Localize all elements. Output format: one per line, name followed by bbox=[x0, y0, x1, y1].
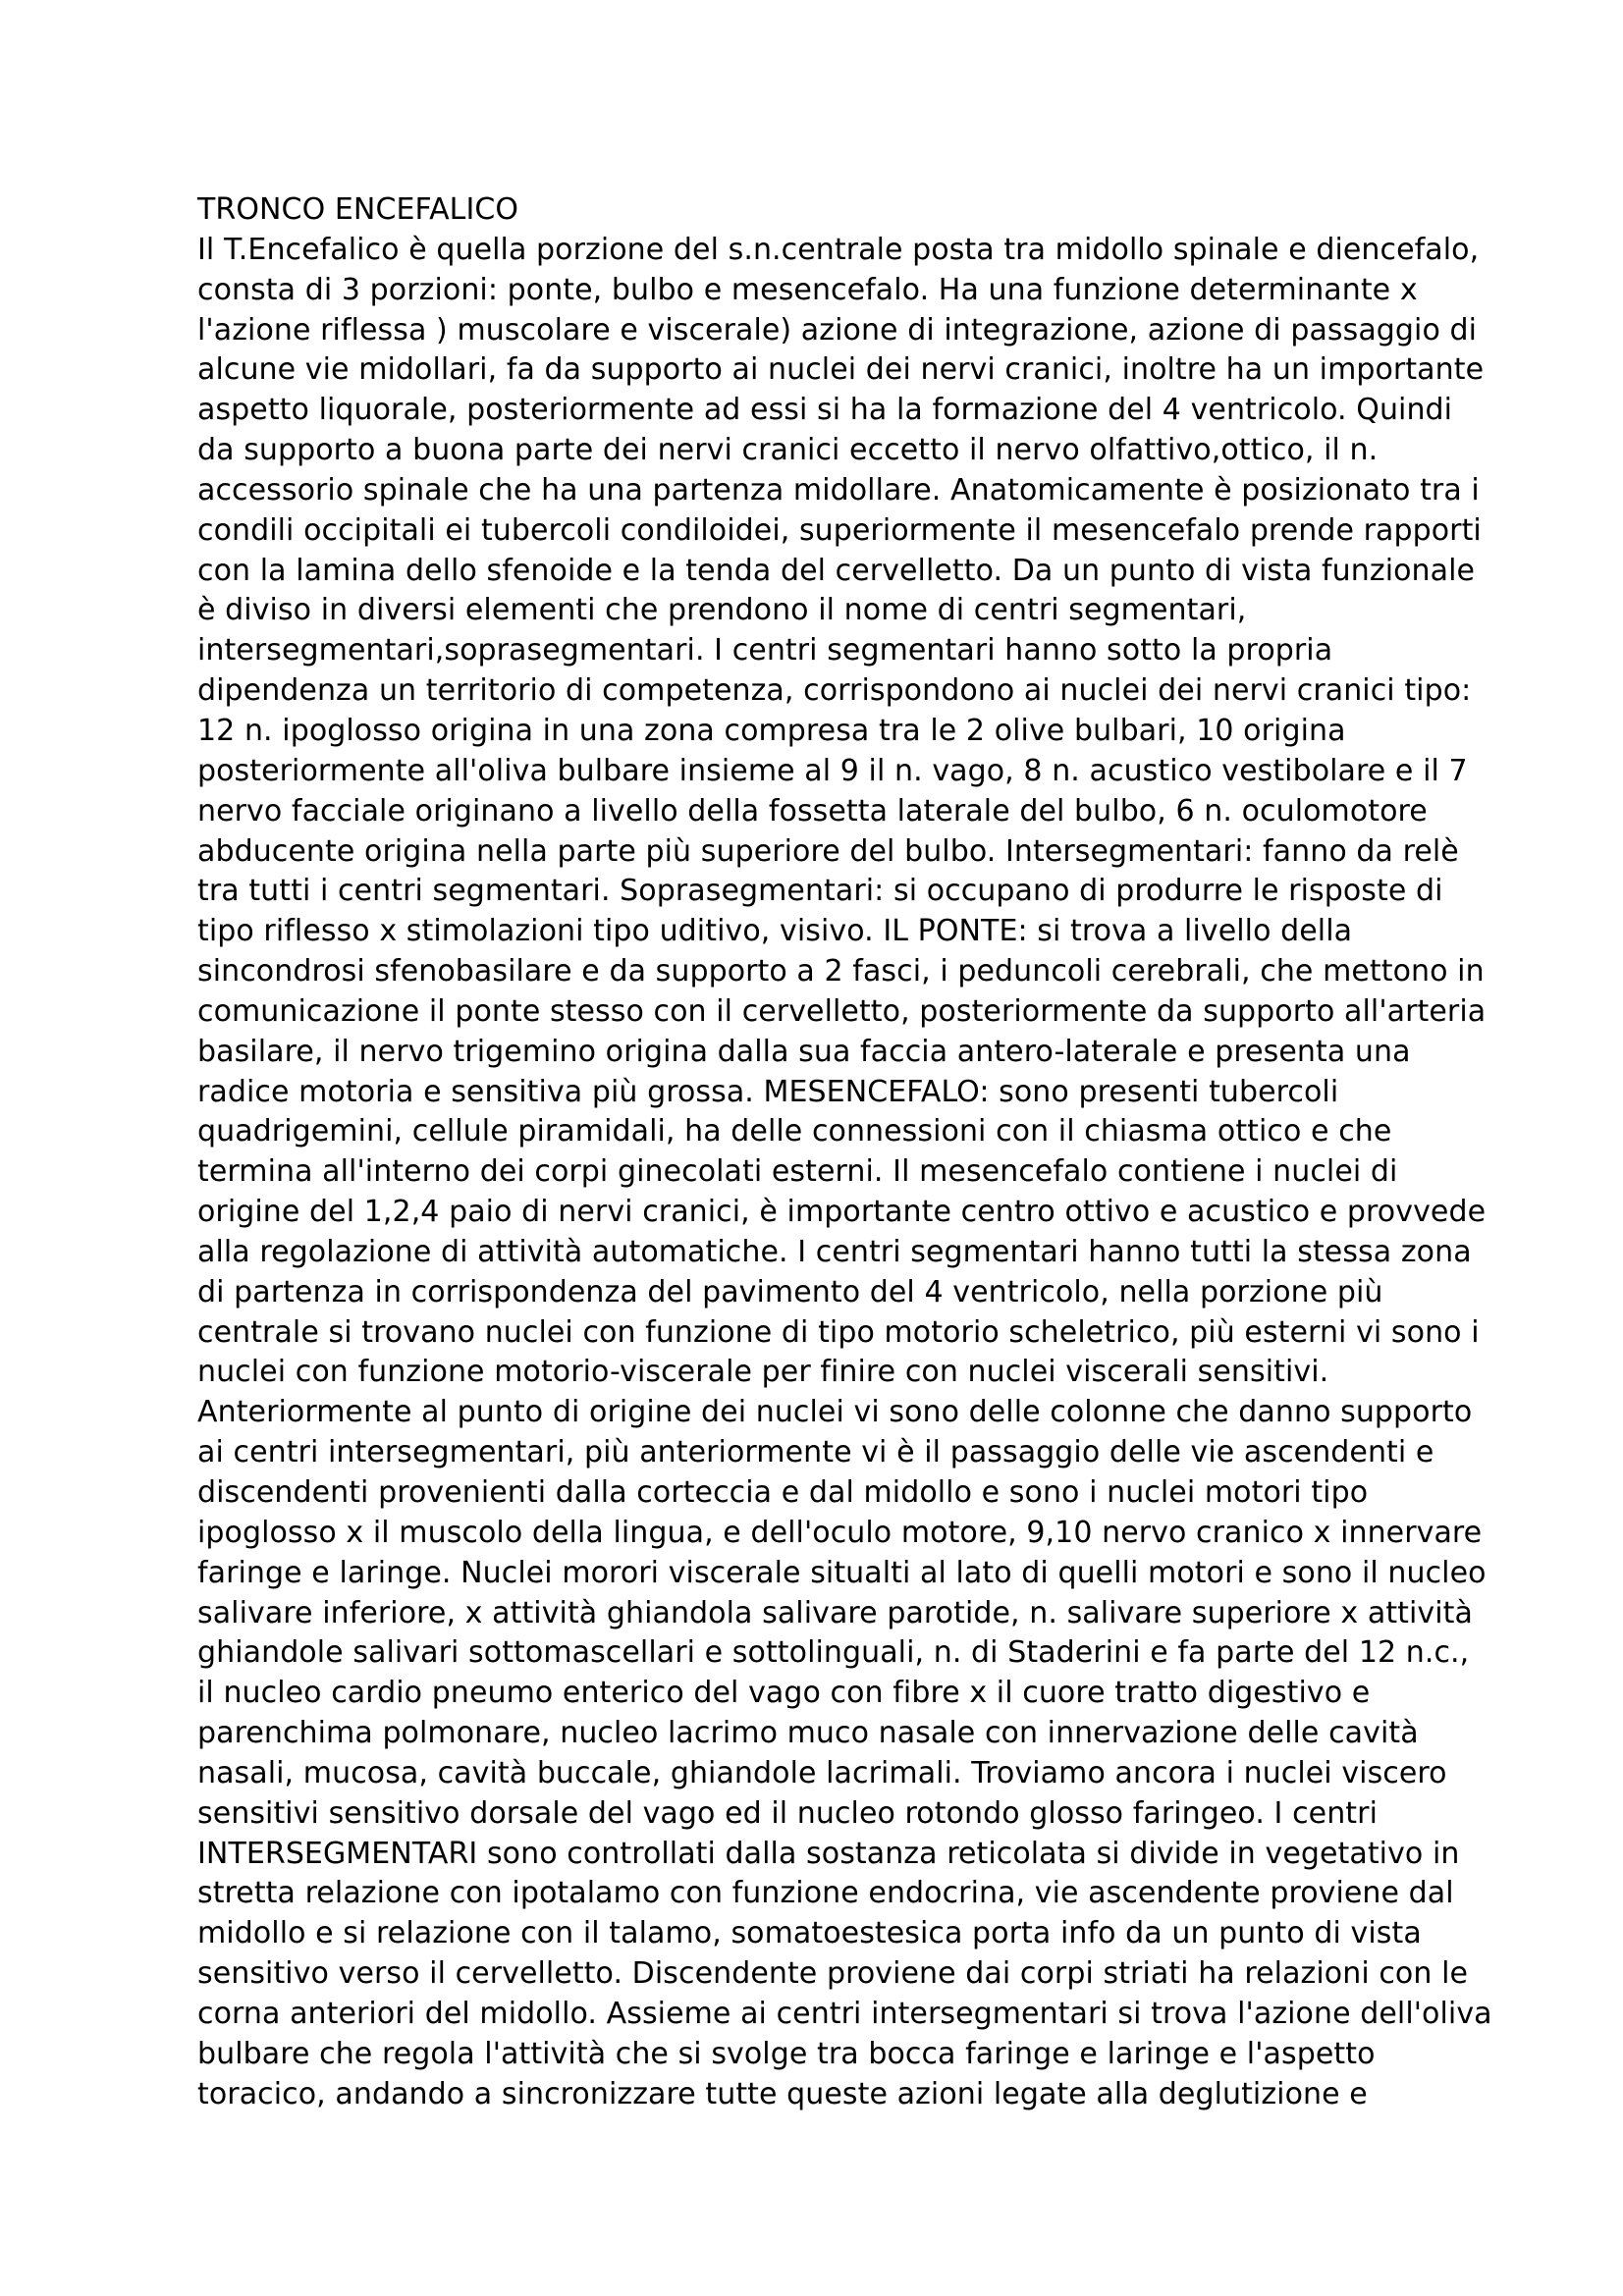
body-text-line: di partenza in corrispondenza del pavimento del 4 ventricolo, nella porzione più bbox=[197, 1274, 1383, 1309]
body-text-line: nervo facciale originano a livello della fossetta laterale del bulbo, 6 n. oculomotore bbox=[197, 793, 1428, 828]
body-text-line: tra tutti i centri segmentari. Soprasegmentari: si occupano di produrre le risposte di bbox=[197, 874, 1443, 909]
body-text-line: radice motoria e sensitiva più grossa. MESENCEFALO: sono presenti tubercoli bbox=[197, 1074, 1339, 1109]
body-text-line: basilare, il nervo trigemino origina dalla sua faccia antero-laterale e presenta una bbox=[197, 1034, 1411, 1069]
body-text-line: faringe e laringe. Nuclei morori viscerale situalti al lato di quelli motori e sono il nucleo bbox=[197, 1555, 1487, 1590]
body-text-line: da supporto a buona parte dei nervi cranici eccetto il nervo olfattivo,ottico, il n. bbox=[197, 433, 1379, 468]
body-text-line: Il T.Encefalico è quella porzione del s.n.centrale posta tra midollo spinale e diencefalo, bbox=[197, 232, 1480, 267]
body-text-line: midollo e si relazione con il talamo, somatoestesica porta info da un punto di vista bbox=[197, 1916, 1422, 1951]
body-text-line: intersegmentari,soprasegmentari. I centri segmentari hanno sotto la propria bbox=[197, 633, 1333, 668]
body-text-line: ghiandole salivari sottomascellari e sottolinguali, n. di Staderini e fa parte del 12 n.c., bbox=[197, 1635, 1470, 1671]
body-text-line: l'azione riflessa ) muscolare e viscerale) azione di integrazione, azione di passaggio di bbox=[197, 312, 1478, 347]
body-text-line: quadrigemini, cellule piramidali, ha delle connessioni con il chiasma ottico e che bbox=[197, 1114, 1392, 1149]
body-text-line: nasali, mucosa, cavità buccale, ghiandole lacrimali. Troviamo ancora i nuclei viscero bbox=[197, 1755, 1447, 1790]
body-text-line: dipendenza un territorio di competenza, corrispondono ai nuclei dei nervi cranici tipo: bbox=[197, 673, 1472, 709]
body-text-line: posteriormente all'oliva bulbare insieme al 9 il n. vago, 8 n. acustico vestibolare e il 7 bbox=[197, 753, 1468, 788]
body-text-line: parenchima polmonare, nucleo lacrimo muco nasale con innervazione delle cavità bbox=[197, 1716, 1419, 1751]
body-text-line: alla regolazione di attività automatiche. I centri segmentari hanno tutti la stessa zona bbox=[197, 1234, 1472, 1269]
body-text-line: comunicazione il ponte stesso con il cervelletto, posteriormente da supporto all'arteria bbox=[197, 993, 1487, 1029]
body-text-line: condili occipitali ei tubercoli condiloidei, superiormente il mesencefalo prende rapporti bbox=[197, 512, 1482, 548]
document-body bbox=[197, 231, 1492, 2115]
body-text-line: INTERSEGMENTARI sono controllati dalla sostanza reticolata si divide in vegetativo in bbox=[197, 1836, 1460, 1871]
body-text-line: bulbare che regola l'attività che si svolge tra bocca faringe e laringe e l'aspetto bbox=[197, 2036, 1376, 2071]
body-text-line: ai centri intersegmentari, più anteriormente vi è il passaggio delle vie ascendenti e bbox=[197, 1435, 1434, 1470]
body-text-line: stretta relazione con ipotalamo con funzione endocrina, vie ascendente proviene dal bbox=[197, 1876, 1454, 1911]
body-text-line: centrale si trovano nuclei con funzione di tipo motorio scheletrico, più esterni vi sono i bbox=[197, 1314, 1480, 1350]
body-text-line: nuclei con funzione motorio-viscerale per finire con nuclei viscerali sensitivi. bbox=[197, 1355, 1329, 1390]
document-content bbox=[197, 190, 1492, 2115]
body-text-line: discendenti provenienti dalla corteccia e dal midollo e sono i nuclei motori tipo bbox=[197, 1475, 1369, 1510]
body-text-line: alcune vie midollari, fa da supporto ai nuclei dei nervi cranici, inoltre ha un importante bbox=[197, 352, 1485, 388]
body-text-line: abducente origina nella parte più superiore del bulbo. Intersegmentari: fanno da relè bbox=[197, 833, 1459, 869]
body-text-line: termina all'interno dei corpi ginecolati esterni. Il mesencefalo contiene i nuclei di bbox=[197, 1154, 1398, 1190]
body-text-line: tipo riflesso x stimolazioni tipo uditivo, visivo. IL PONTE: si trova a livello della bbox=[197, 914, 1353, 949]
body-text-line: è diviso in diversi elementi che prendono il nome di centri segmentari, bbox=[197, 593, 1247, 628]
body-text-line: Anteriormente al punto di origine dei nuclei vi sono delle colonne che danno supporto bbox=[197, 1395, 1473, 1430]
body-text-line: salivare inferiore, x attività ghiandola salivare parotide, n. salivare superiore x attività bbox=[197, 1595, 1473, 1630]
body-text-line: con la lamina dello sfenoide e la tenda del cervelletto. Da un punto di vista funzionale bbox=[197, 553, 1476, 588]
body-text-line: consta di 3 porzioni: ponte, bulbo e mesencefalo. Ha una funzione determinante x bbox=[197, 272, 1418, 307]
body-text-line: il nucleo cardio pneumo enterico del vago con fibre x il cuore tratto digestivo e bbox=[197, 1676, 1371, 1711]
document-title: TRONCO ENCEFALICO bbox=[197, 192, 519, 227]
body-text-line: corna anteriori del midollo. Assieme ai centri intersegmentari si trova l'azione dell'oliva bbox=[197, 1996, 1492, 2031]
body-text-line: aspetto liquorale, posteriormente ad essi si ha la formazione del 4 ventricolo. Quindi bbox=[197, 393, 1453, 428]
body-text-line: sensitivo verso il cervelletto. Discendente proviene dai corpi striati ha relazioni con le bbox=[197, 1956, 1469, 1992]
body-text-line: accessorio spinale che ha una partenza midollare. Anatomicamente è posizionato tra i bbox=[197, 472, 1480, 507]
body-text-line: ipoglosso x il muscolo della lingua, e dell'oculo motore, 9,10 nervo cranico x innervare bbox=[197, 1515, 1483, 1550]
body-text-line: toracico, andando a sincronizzare tutte queste azioni legate alla deglutizione e bbox=[197, 2076, 1368, 2111]
body-text-line: origine del 1,2,4 paio di nervi cranici, è importante centro ottivo e acustico e provvede bbox=[197, 1195, 1487, 1230]
body-text-line: 12 n. ipoglosso origina in una zona compresa tra le 2 olive bulbari, 10 origina bbox=[197, 713, 1346, 748]
body-text-line: sincondrosi sfenobasilare e da supporto a 2 fasci, i peduncoli cerebrali, che mettono in bbox=[197, 954, 1485, 989]
body-text-line: sensitivi sensitivo dorsale del vago ed il nucleo rotondo glosso faringeo. I centri bbox=[197, 1795, 1378, 1831]
